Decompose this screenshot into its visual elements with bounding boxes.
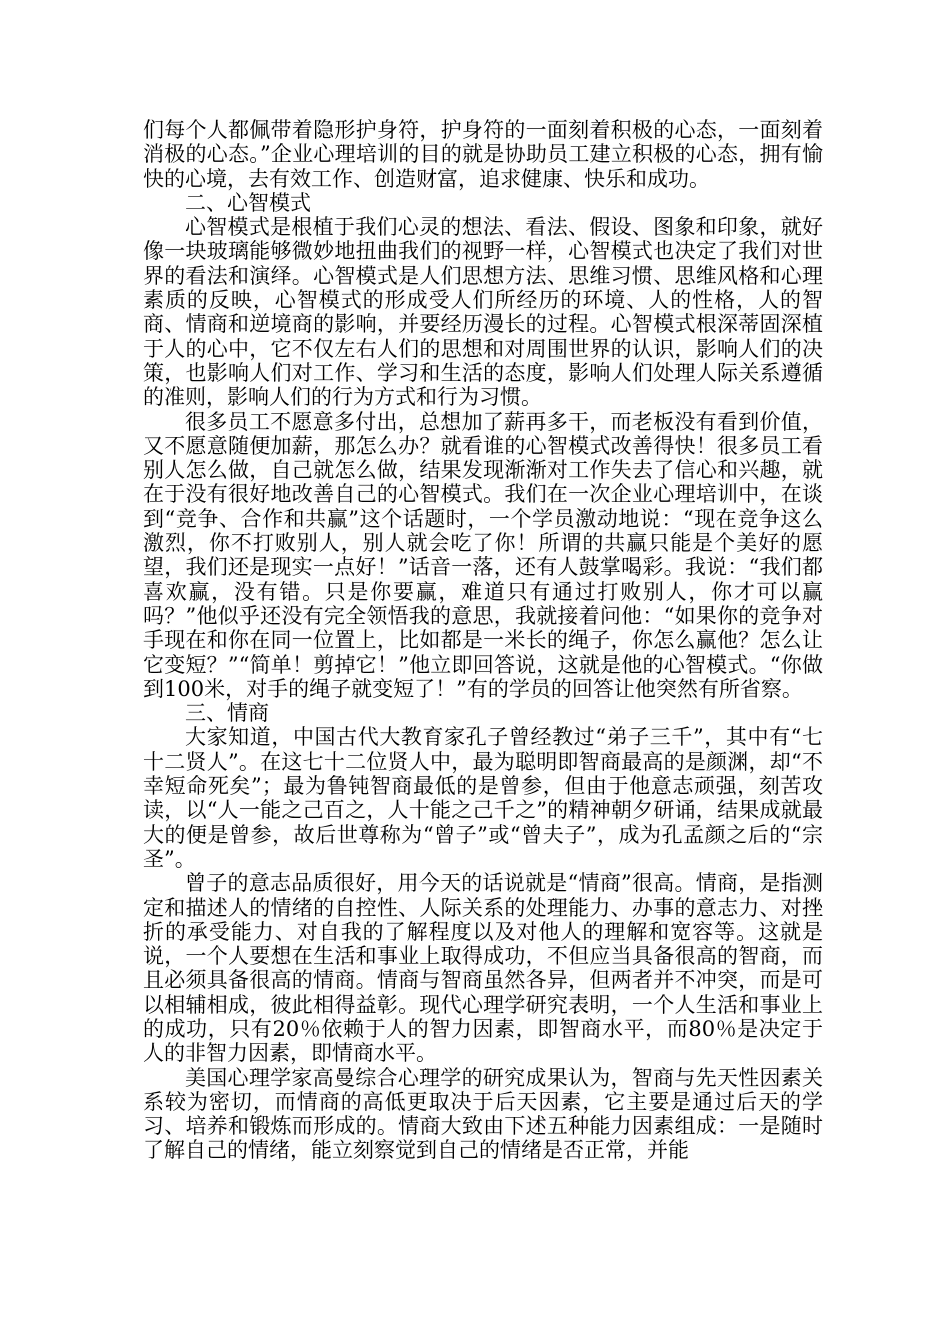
document-page <box>143 118 823 1163</box>
paragraph-confucius-story: 大家知道，中国古代大教育家孔子曾经教过“弟子三千”，其中有“七十二贤人”。在这七十二位贤人中，最为聪明即智商最高的是颜渊，却“不幸短命死矣”；最为鲁钝智商最低的是曾参，但由于他意志顽强，刻苦攻读，以“人一能之己百之，人十能之己千之”的精神朝夕研诵，结果成就最大的便是曾参，故后世尊称为“曾子”或“曾夫子”，成为孔孟颜之后的“宗圣”。 <box>143 725 823 871</box>
paragraph-goleman: 美国心理学家高曼综合心理学的研究成果认为，智商与先天性因素关系较为密切，而情商的高低更取决于后天因素，它主要是通过后天的学习、培养和锻炼而形成的。情商大致由下述五种能力因素组成：一是随时了解自己的情绪，能立刻察觉到自己的情绪是否正常，并能 <box>143 1065 823 1163</box>
paragraph-eq-definition: 曾子的意志品质很好，用今天的话说就是“情商”很高。情商，是指测定和描述人的情绪的自控性、人际关系的处理能力、办事的意志力、对挫折的承受能力、对自我的了解程度以及对他人的理解和宽容等。这就是说，一个人要想在生活和事业上取得成功，不但应当具备很高的智商，而且必须具备很高的情商。情商与智商虽然各异，但两者并不冲突，而是可以相辅相成，彼此相得益彰。现代心理学研究表明，一个人生活和事业上的成功，只有20％依赖于人的智力因素，即智商水平，而80％是决定于人的非智力因素，即情商水平。 <box>143 871 823 1066</box>
paragraph-mental-models-example: 很多员工不愿意多付出，总想加了薪再多干，而老板没有看到价值，又不愿意随便加薪，那怎么办？就看谁的心智模式改善得快！很多员工看别人怎么做，自己就怎么做，结果发现渐渐对工作失去了信心和兴趣，就在于没有很好地改善自己的心智模式。我们在一次企业心理培训中，在谈到“竞争、合作和共赢”这个话题时，一个学员激动地说：“现在竞争这么激烈，你不打败别人，别人就会吃了你！所谓的共赢只能是个美好的愿望，我们还是现实一点好！”话音一落，还有人鼓掌喝彩。我说：“我们都喜欢赢，没有错。只是你要赢，难道只有通过打败别人，你才可以赢吗？”他似乎还没有完全领悟我的意思，我就接着问他：“如果你的竞争对手现在和你在同一位置上，比如都是一米长的绳子，你怎么赢他？怎么让它变短？”“简单！剪掉它！”他立即回答说，这就是他的心智模式。“你做到100米，对手的绳子就变短了！”有的学员的回答让他突然有所省察。 <box>143 409 823 701</box>
paragraph-mental-models-definition: 心智模式是根植于我们心灵的想法、看法、假设、图象和印象，就好像一块玻璃能够微妙地扭曲我们的视野一样，心智模式也决定了我们对世界的看法和演绎。心智模式是人们思想方法、思维习惯、思维风格和心理素质的反映，心智模式的形成受人们所经历的环境、人的性格，人的智商、情商和逆境商的影响，并要经历漫长的过程。心智模式根深蒂固深植于人的心中，它不仅左右人们的思想和对周围世界的认识，影响人们的决策，也影响人们对工作、学习和生活的态度，影响人们处理人际关系遵循的准则，影响人们的行为方式和行为习惯。 <box>143 215 823 410</box>
section-heading-eq: 三、情商 <box>185 701 269 726</box>
section-heading-mental-models: 二、心智模式 <box>185 190 311 215</box>
paragraph-continued: 们每个人都佩带着隐形护身符，护身符的一面刻着积极的心态，一面刻着消极的心态。”企业心理培训的目的就是协助员工建立积极的心态，拥有愉快的心境，去有效工作、创造财富，追求健康、快乐和成功。 <box>143 118 823 191</box>
